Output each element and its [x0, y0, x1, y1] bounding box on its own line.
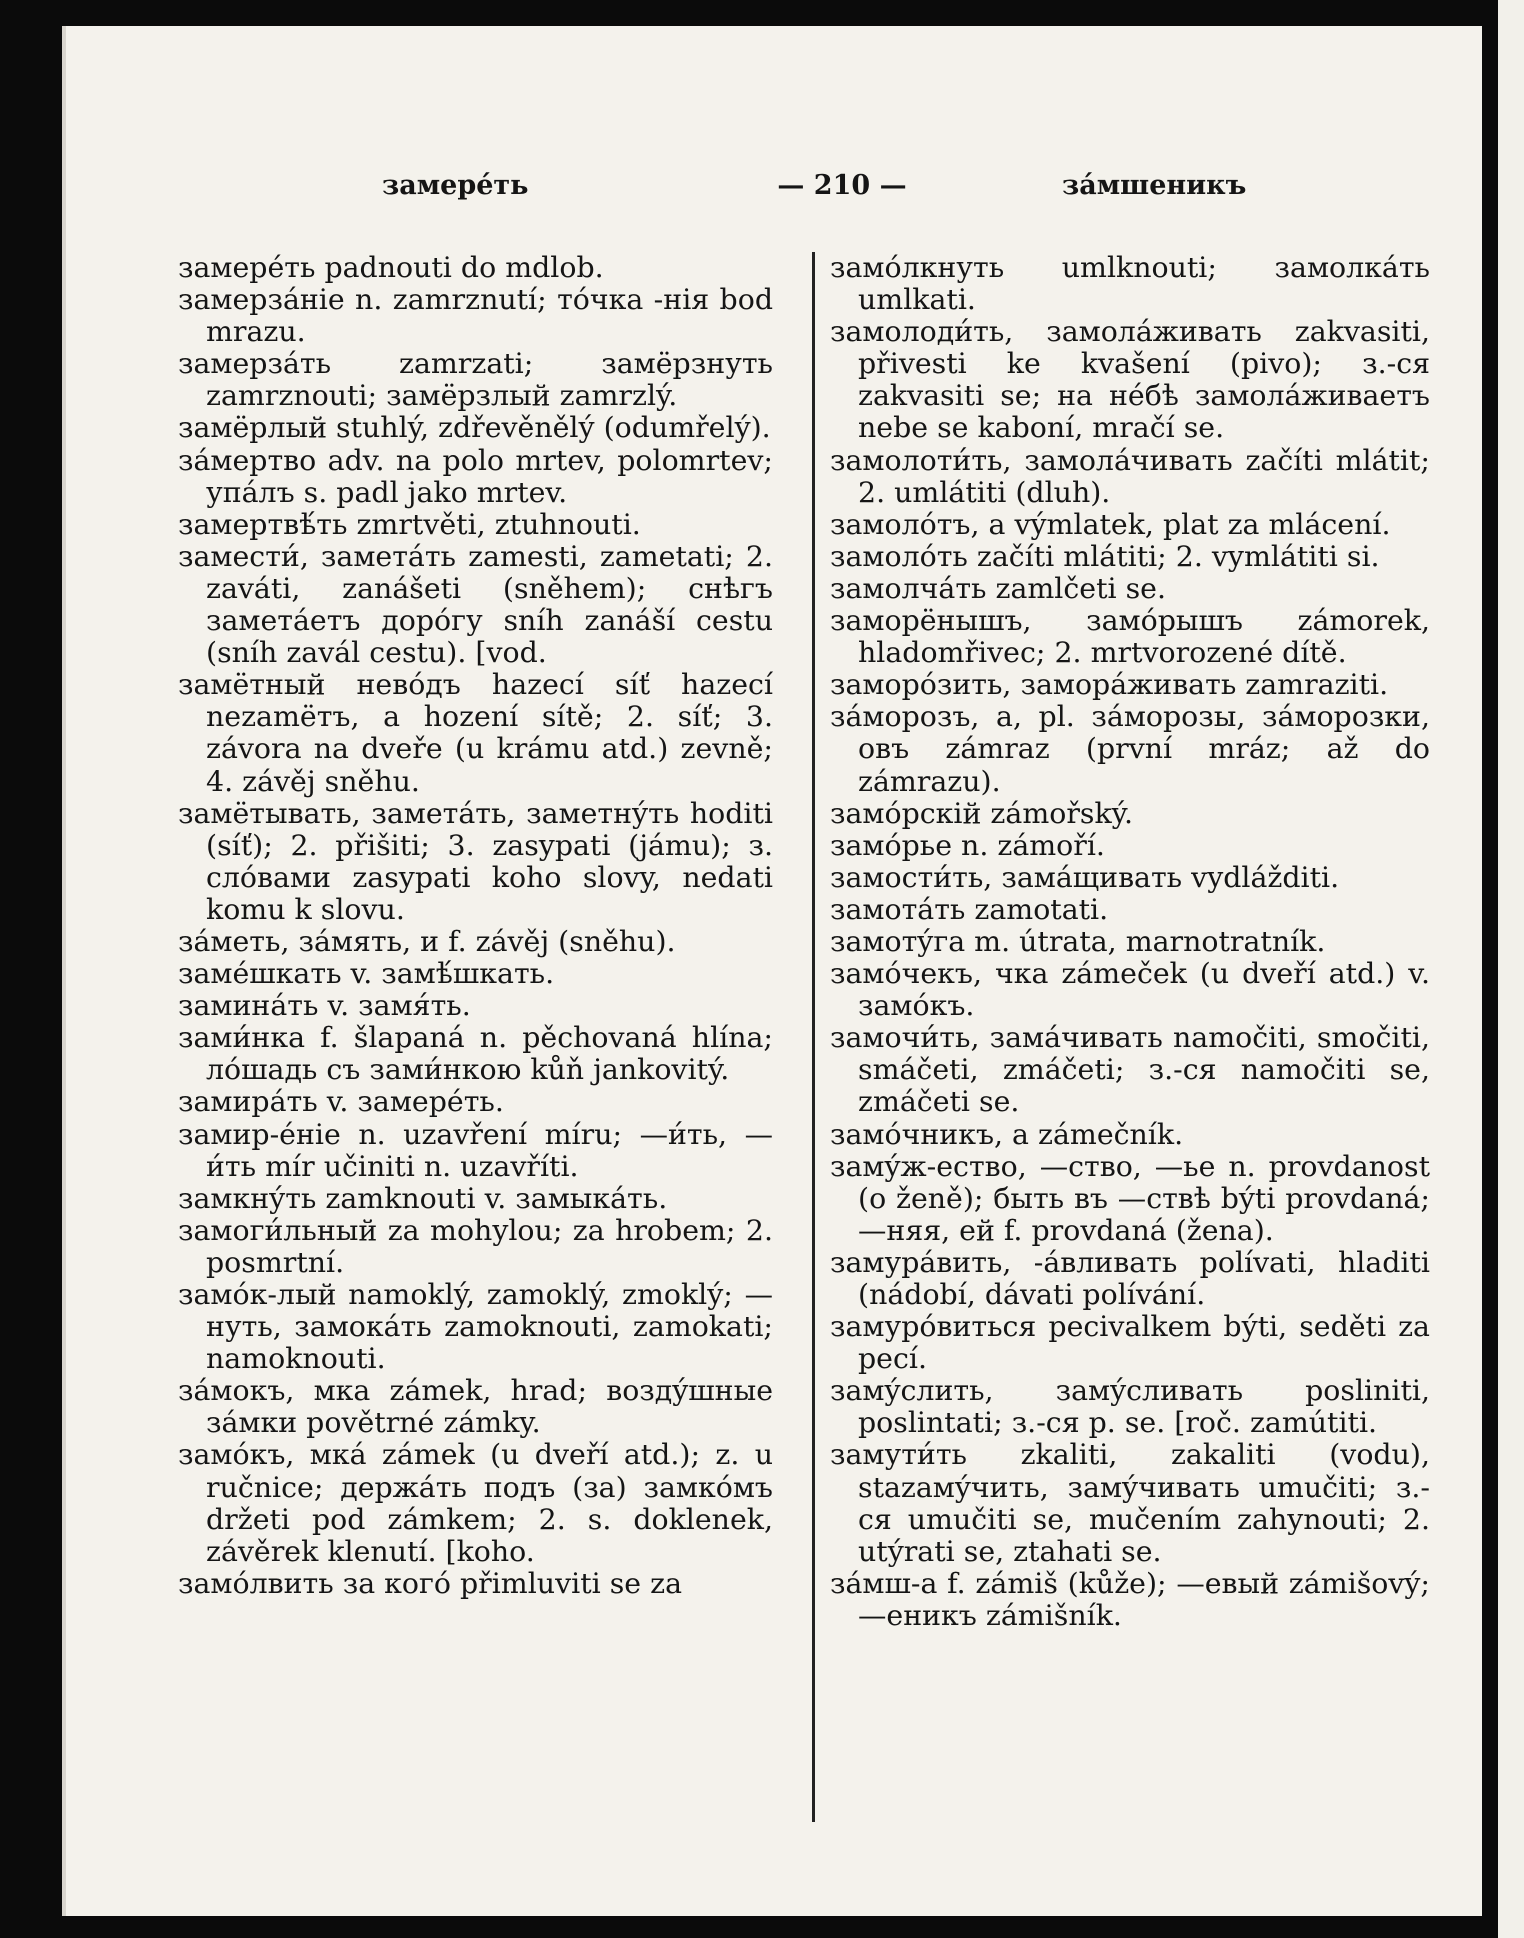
dictionary-entry: замóкъ, мкá zámek (u dveří atd.); z. u ručnice; держáть подъ (за) замкóмъ držeti pod zámkem; 2. s. doklenek, závěrek klenutí. [koho. [178, 1438, 773, 1568]
dictionary-entry: замолчáть zamlčeti se. [830, 571, 1167, 605]
dictionary-entry: замóлкнуть umlknouti; замолкáть umlkati. [830, 251, 1430, 317]
dictionary-entry: замурóвиться pecivalkem býti, seděti za pecí. [830, 1310, 1430, 1376]
dictionary-entry: замолóть začíti mlátiti; 2. vymlátiti si. [830, 539, 1380, 573]
dictionary-entry: замýж-ество, —ство, —ье n. provdanost (o ženě); быть въ —ствѣ býti provdaná; —няя, ей f. provdaná (žena). [830, 1149, 1430, 1247]
dictionary-entry: замóчникъ, a zámečník. [830, 1117, 1184, 1151]
dictionary-entry: зáмш-а f. zámiš (kůže); —евый zámišový; —еникъ zámišník. [830, 1566, 1430, 1632]
dictionary-entry: замóчекъ, чка zámeček (u dveří atd.) v. замóкъ. [830, 957, 1430, 1023]
dictionary-entry: замолоди́ть, замолáживать zakvasiti, přivesti ke kvašení (pivo); з.-ся zakvasiti se; на нéбѣ замолáживаетъ nebe se kaboní, mračí se. [830, 315, 1430, 445]
dictionary-entry: замóлвить за когó přimluviti se za [178, 1566, 683, 1600]
dictionary-entry: зáморозъ, a, pl. зáморозы, зáморозки, овъ zámraz (první mráz; až do zámrazu). [830, 700, 1430, 798]
dictionary-entry: заморёнышъ, замóрышъ zámorek, hladomřivec; 2. mrtvorozené dítě. [830, 604, 1430, 670]
dictionary-entry: замýслить, замýсливать posliniti, poslintati; з.-ся p. se. [roč. zamútiti. [830, 1374, 1430, 1440]
dictionary-entry: замости́ть, замáщивать vydlážditi. [830, 860, 1340, 894]
dictionary-entry: замурáвить, -áвливать polívati, hladiti (nádobí, dávati polívání. [830, 1245, 1430, 1311]
dictionary-entry: замётывать, заметáть, заметнýть hoditi (síť); 2. přišiti; 3. zasypati (jámu); з. слóвами zasypati koho slovy, nedati komu k slovu. [178, 796, 773, 926]
column-divider [812, 252, 815, 1822]
right-column [830, 252, 1430, 1632]
dictionary-entry: замерзáть zamrzati; замёрзнуть zamrznouti; замёрзлый zamrzlý. [178, 347, 773, 413]
dictionary-entry: замóрскій zámořský. [830, 796, 1133, 830]
dictionary-page [62, 26, 1482, 1916]
left-column [178, 252, 773, 1600]
dictionary-entry: замéшкать v. замѣ́шкать. [178, 957, 555, 991]
dictionary-entry: замерзáніе n. zamrznutí; тóчка -нія bod mrazu. [178, 283, 773, 349]
dictionary-entry: замолóтъ, a výmlatek, plat za mlácení. [830, 507, 1391, 541]
page-header [62, 162, 1482, 212]
dictionary-entry: замертвѣ́ть zmrtvěti, ztuhnouti. [178, 507, 641, 541]
dictionary-entry: заминáть v. замя́ть. [178, 989, 471, 1023]
dictionary-entry: замести́, заметáть zamesti, zametati; 2. zaváti, zanášeti (sněhem); снѣгъ заметáетъ дорóгу sníh zanáší cestu (sníh zavál cestu). [vod. [178, 539, 773, 670]
dictionary-entry: зáметь, зáмять, и f. závěj (sněhu). [178, 924, 676, 958]
dictionary-entry: замкнýть zamknouti v. замыкáть. [178, 1181, 668, 1215]
adjacent-page-edge [1498, 0, 1524, 1938]
dictionary-entry: замотýга m. útrata, marnotratník. [830, 924, 1326, 958]
header-right-guide-word: зáмшеникъ [1062, 170, 1247, 201]
dictionary-entry: зáмокъ, мка zámek, hrad; воздýшные зáмки povětrné zámky. [178, 1374, 773, 1440]
dictionary-entry: зáмертво adv. na polo mrtev, polomrtev; упáлъ s. padl jako mrtev. [178, 443, 773, 509]
header-left-guide-word: замерéть [382, 170, 529, 201]
dictionary-entry: замоги́льный za mohylou; za hrobem; 2. posmrtní. [178, 1213, 773, 1279]
dictionary-entry: замерéть padnouti do mdlob. [178, 251, 604, 284]
dictionary-entry: замолоти́ть, замолáчивать začíti mlátit; 2. umlátiti (dluh). [830, 443, 1430, 509]
dictionary-entry: замирáть v. замерéть. [178, 1085, 504, 1119]
page-number: — 210 — [777, 170, 907, 201]
dictionary-entry: замёрлый stuhlý, zdřevěnělý (odumřelý). [178, 411, 771, 445]
dictionary-entry: замир-éніе n. uzavření míru; —и́ть, —и́ть mír učiniti n. uzavříti. [178, 1117, 773, 1183]
dictionary-entry: замóк-лый namoklý, zamoklý, zmoklý; —нуть, замокáть zamoknouti, zamokati; namoknouti. [178, 1278, 773, 1376]
dictionary-entry: замётный невóдъ hazecí síť hazecí nezamётъ, a hození sítě; 2. síť; 3. závora na dveře (u krámu atd.) zevně; 4. závěj sněhu. [178, 668, 773, 798]
dictionary-entry: замотáть zamotati. [830, 892, 1109, 926]
dictionary-entry: замути́ть zkaliti, zakaliti (vodu), stazамýчить, замýчивать umučiti; з.-ся umučiti se, mučením zahynouti; 2. utýrati se, ztahati se. [830, 1438, 1430, 1568]
dictionary-entry: зами́нка f. šlapaná n. pěchovaná hlína; лóшадь съ зами́нкою kůň jankovitý. [178, 1021, 773, 1087]
dictionary-entry: заморóзить, заморáживать zamraziti. [830, 668, 1389, 702]
dictionary-entry: замóрье n. zámoří. [830, 828, 1105, 862]
dictionary-entry: замочи́ть, замáчивать namočiti, smočiti, smáčeti, zmáčeti; з.-ся namočiti se, zmáčeti se. [830, 1021, 1430, 1119]
